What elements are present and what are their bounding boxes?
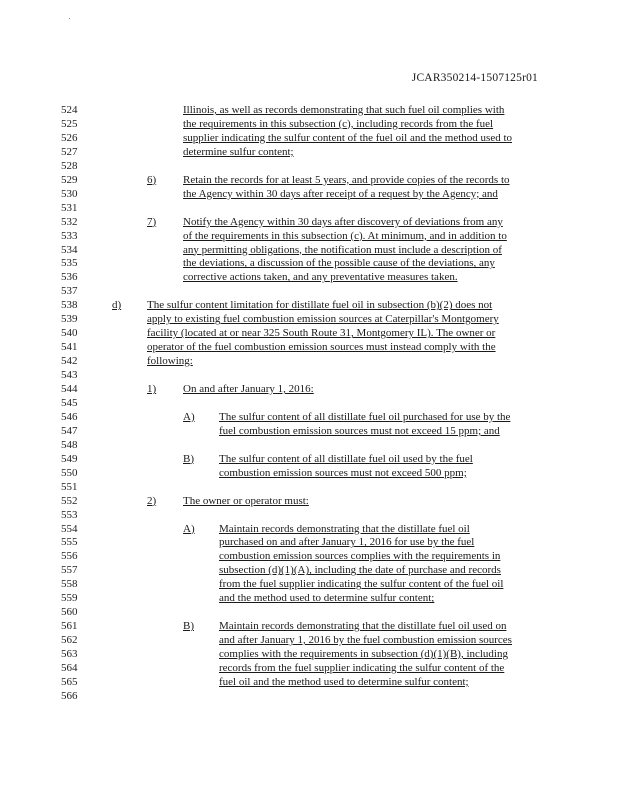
list-label: A) [183, 522, 195, 535]
line-number: 541 [61, 341, 78, 354]
line-number: 562 [61, 634, 78, 647]
line-number: 542 [61, 355, 78, 368]
line-number: 555 [61, 536, 78, 549]
line-number: 550 [61, 466, 78, 479]
line-number: 558 [61, 578, 78, 591]
line-text: The sulfur content of all distillate fuel oil purchased for use by the [219, 410, 511, 423]
line-number: 526 [61, 131, 78, 144]
line-text: Notify the Agency within 30 days after discovery of deviations from any [183, 215, 503, 228]
line-number: 547 [61, 424, 78, 437]
line-number: 549 [61, 452, 78, 465]
line-text: The owner or operator must: [183, 494, 309, 507]
line-text: subsection (d)(1)(A), including the date of purchase and records [219, 564, 501, 577]
line-text: Illinois, as well as records demonstrating that such fuel oil complies with [183, 104, 505, 116]
line-text: the requirements in this subsection (c), including records from the fuel [183, 117, 494, 130]
line-number: 556 [61, 550, 78, 563]
line-text: facility (located at or near 325 South Route 31, Montgomery IL). The owner or [147, 327, 496, 340]
line-number: 563 [61, 648, 78, 661]
line-number: 528 [61, 159, 78, 172]
list-label: B) [183, 452, 194, 465]
line-text: the deviations, a discussion of the possible cause of the deviations, any [183, 257, 495, 270]
line-number: 529 [61, 173, 78, 186]
line-number: 565 [61, 675, 78, 688]
line-text: records from the fuel supplier indicating the sulfur content of the [219, 662, 505, 674]
line-number: 531 [61, 201, 78, 214]
line-text: combustion emission sources complies with the requirements in [219, 550, 501, 563]
line-text: The sulfur content of all distillate fuel oil used by the fuel [219, 452, 473, 465]
line-text: Maintain records demonstrating that the distillate fuel oil [219, 522, 470, 535]
line-text: Retain the records for at least 5 years, and provide copies of the records to [183, 173, 510, 186]
line-text: from the fuel supplier indicating the sulfur content of the fuel oil [219, 578, 504, 591]
line-number: 540 [61, 327, 78, 340]
line-text: fuel oil and the method used to determine sulfur content; [219, 675, 469, 688]
line-number: 532 [61, 215, 78, 228]
line-text: any permitting obligations, the notification must include a description of [183, 243, 502, 256]
line-number: 566 [61, 689, 78, 702]
line-text: complies with the requirements in subsection (d)(1)(B), including [219, 648, 508, 661]
line-number: 533 [61, 229, 78, 242]
line-number: 552 [61, 494, 78, 507]
line-number: 530 [61, 187, 78, 200]
line-number: 559 [61, 592, 78, 605]
list-label: A) [183, 410, 195, 423]
line-number: 561 [61, 620, 78, 633]
line-text: purchased on and after January 1, 2016 for use by the fuel [219, 536, 475, 549]
line-number: 546 [61, 410, 78, 423]
line-text: operator of the fuel combustion emission sources must instead comply with the [147, 341, 496, 354]
line-text: following: [147, 355, 193, 368]
line-number: 534 [61, 243, 78, 256]
line-text: apply to existing fuel combustion emission sources at Caterpillar's Montgomery [147, 313, 499, 326]
line-number: 545 [61, 396, 78, 409]
list-label: 7) [147, 215, 157, 228]
list-label: 2) [147, 494, 157, 507]
line-number: 543 [61, 369, 78, 382]
line-text: corrective actions taken, and any preventative measures taken. [183, 271, 458, 284]
line-number: 524 [61, 104, 78, 116]
list-label: d) [112, 299, 122, 312]
list-label: B) [183, 620, 194, 633]
line-text: of the requirements in this subsection (c). At minimum, and in addition to [183, 229, 507, 242]
line-number: 551 [61, 480, 78, 493]
line-number: 535 [61, 257, 78, 270]
line-text: supplier indicating the sulfur content of the fuel oil and the method used to [183, 131, 513, 144]
line-text: fuel combustion emission sources must not exceed 15 ppm; and [219, 424, 500, 437]
line-number: 557 [61, 564, 78, 577]
line-number: 539 [61, 313, 78, 326]
line-text: and after January 1, 2016 by the fuel combustion emission sources [219, 634, 512, 647]
list-label: 6) [147, 173, 157, 186]
line-number: 527 [61, 145, 78, 158]
document-id: JCAR350214-1507125r01 [411, 72, 538, 84]
line-text: determine sulfur content; [183, 145, 294, 158]
scan-speck [69, 18, 70, 19]
line-number: 544 [61, 383, 78, 395]
line-text: the Agency within 30 days after receipt of a request by the Agency; and [183, 187, 498, 200]
line-text: The sulfur content limitation for distillate fuel oil in subsection (b)(2) does not [147, 299, 493, 312]
line-number: 536 [61, 271, 78, 284]
line-number: 538 [61, 299, 78, 312]
line-number: 548 [61, 438, 78, 451]
line-text: combustion emission sources must not exceed 500 ppm; [219, 466, 467, 479]
line-number: 525 [61, 117, 78, 130]
line-text: and the method used to determine sulfur content; [219, 592, 435, 605]
line-number: 553 [61, 508, 78, 521]
line-number: 564 [61, 662, 78, 674]
line-text: On and after January 1, 2016: [183, 383, 314, 395]
line-number: 537 [61, 285, 78, 298]
line-number: 554 [61, 522, 78, 535]
list-label: 1) [147, 383, 157, 395]
line-number: 560 [61, 606, 78, 619]
line-text: Maintain records demonstrating that the distillate fuel oil used on [219, 620, 507, 633]
